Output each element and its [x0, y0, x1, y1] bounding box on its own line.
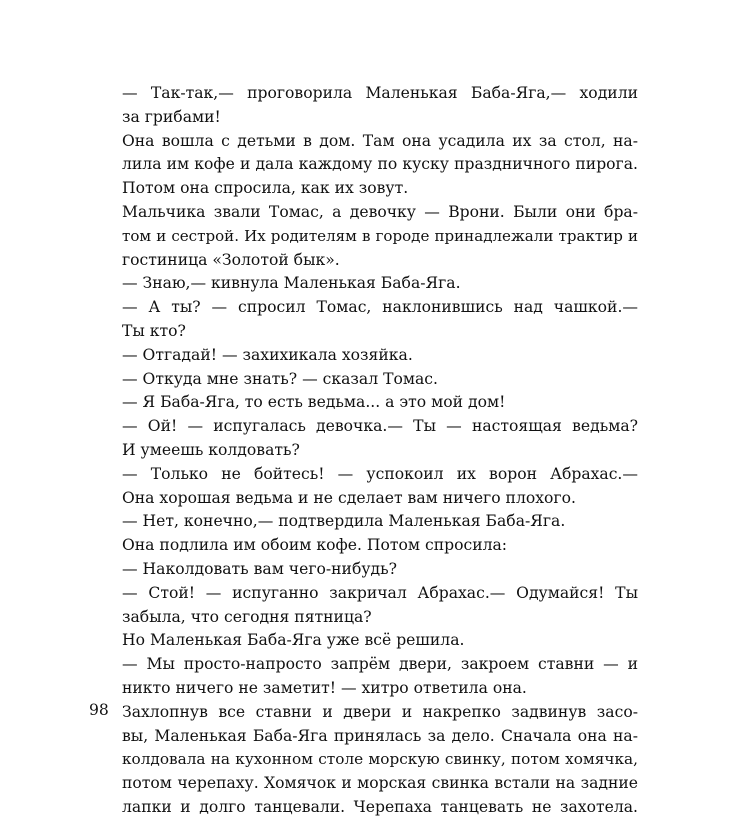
text-line: [122, 320, 638, 344]
text-line-content: Захлопнув все ставни и двери и накрепко задвинув засо-: [122, 702, 638, 721]
text-line: [122, 368, 638, 392]
text-line-content: — Наколдовать вам чего-нибудь?: [122, 559, 397, 578]
text-line-content: Мальчика звали Томас, а девочку — Врони. Были они бра-: [122, 202, 638, 221]
text-line-content: — Так-так,— проговорила Маленькая Баба-Яга,— ходили: [122, 84, 638, 102]
text-line-content: Она хорошая ведьма и не сделает вам ничего плохого.: [122, 488, 576, 507]
text-line-content: потом черепаху. Хомячок и морская свинка встали на задние: [122, 774, 638, 793]
text-line: [122, 130, 638, 154]
text-line: [122, 463, 638, 487]
text-line: [122, 606, 638, 630]
page-number: 98: [89, 701, 109, 719]
text-line: [122, 272, 638, 296]
text-line-content: лила им кофе и дала каждому по куску праздничного пирога.: [122, 155, 638, 174]
text-line: [122, 582, 638, 606]
text-line-content: — Откуда мне знать? — сказал Томас.: [122, 369, 438, 388]
text-line: [122, 82, 638, 106]
text-line: [122, 153, 638, 177]
text-line-content: Она подлила им обоим кофе. Потом спросила:: [122, 536, 508, 555]
text-line: [122, 225, 638, 249]
text-line-content: — Знаю,— кивнула Маленькая Баба-Яга.: [122, 274, 461, 293]
text-line: [122, 106, 638, 130]
text-line: [122, 201, 638, 225]
text-line-content: Потом она спросила, как их зовут.: [122, 179, 409, 198]
text-line-content: — Мы просто-напросто запрём двери, закроем ставни — и: [122, 655, 638, 674]
text-line-content: — Стой! — испуганно закричал Абрахас.— Одумайся! Ты: [122, 583, 638, 602]
text-line: [122, 487, 638, 511]
text-line-content: никто ничего не заметит! — хитро ответила она.: [122, 678, 527, 697]
text-line-content: забыла, что сегодня пятница?: [122, 607, 372, 626]
text-line-content: Ты кто?: [122, 321, 186, 340]
text-line-content: Она вошла с детьми в дом. Там она усадила их за стол, на-: [122, 131, 638, 150]
text-line: [122, 748, 638, 772]
text-line: [122, 725, 638, 749]
text-line-content: — Нет, конечно,— подтвердила Маленькая Баба-Яга.: [122, 512, 566, 531]
text-line-content: — Ой! — испугалась девочка.— Ты — настоящая ведьма?: [122, 417, 638, 436]
text-line-content: Но Маленькая Баба-Яга уже всё решила.: [122, 631, 465, 650]
text-line: [122, 653, 638, 677]
text-line-content: — Я Баба-Яга, то есть ведьма... а это мой дом!: [122, 393, 506, 412]
text-line: [122, 439, 638, 463]
text-line-content: лапки и долго танцевали. Черепаха танцевать не захотела.: [122, 797, 638, 816]
text-line: [122, 177, 638, 201]
text-line-content: за грибами!: [122, 107, 221, 126]
text-line-content: — Отгадай! — захихикала хозяйка.: [122, 345, 413, 364]
text-line: [122, 510, 638, 534]
text-line: [122, 629, 638, 653]
text-line-content: — А ты? — спросил Томас, наклонившись над чашкой.—: [122, 298, 638, 317]
text-line: [122, 677, 638, 701]
text-line-content: гостиница «Золотой бык».: [122, 250, 340, 269]
text-line-content: И умеешь колдовать?: [122, 440, 300, 459]
text-line-content: том и сестрой. Их родителям в городе принадлежали трактир и: [122, 226, 638, 245]
text-line: [122, 772, 638, 796]
text-line: [122, 534, 638, 558]
text-line: [122, 796, 638, 820]
text-line: [122, 415, 638, 439]
text-line: [122, 391, 638, 415]
body-text: [122, 82, 638, 820]
text-line: [122, 296, 638, 320]
text-line-content: вы, Маленькая Баба-Яга принялась за дело. Сначала она на-: [122, 726, 638, 745]
text-line: [122, 249, 638, 273]
text-line: [122, 344, 638, 368]
text-line: [122, 558, 638, 582]
text-line-content: колдовала на кухонном столе морскую свинку, потом хомячка,: [122, 750, 638, 769]
text-line: [122, 701, 638, 725]
text-line-content: — Только не бойтесь! — успокоил их ворон Абрахас.—: [122, 464, 638, 483]
